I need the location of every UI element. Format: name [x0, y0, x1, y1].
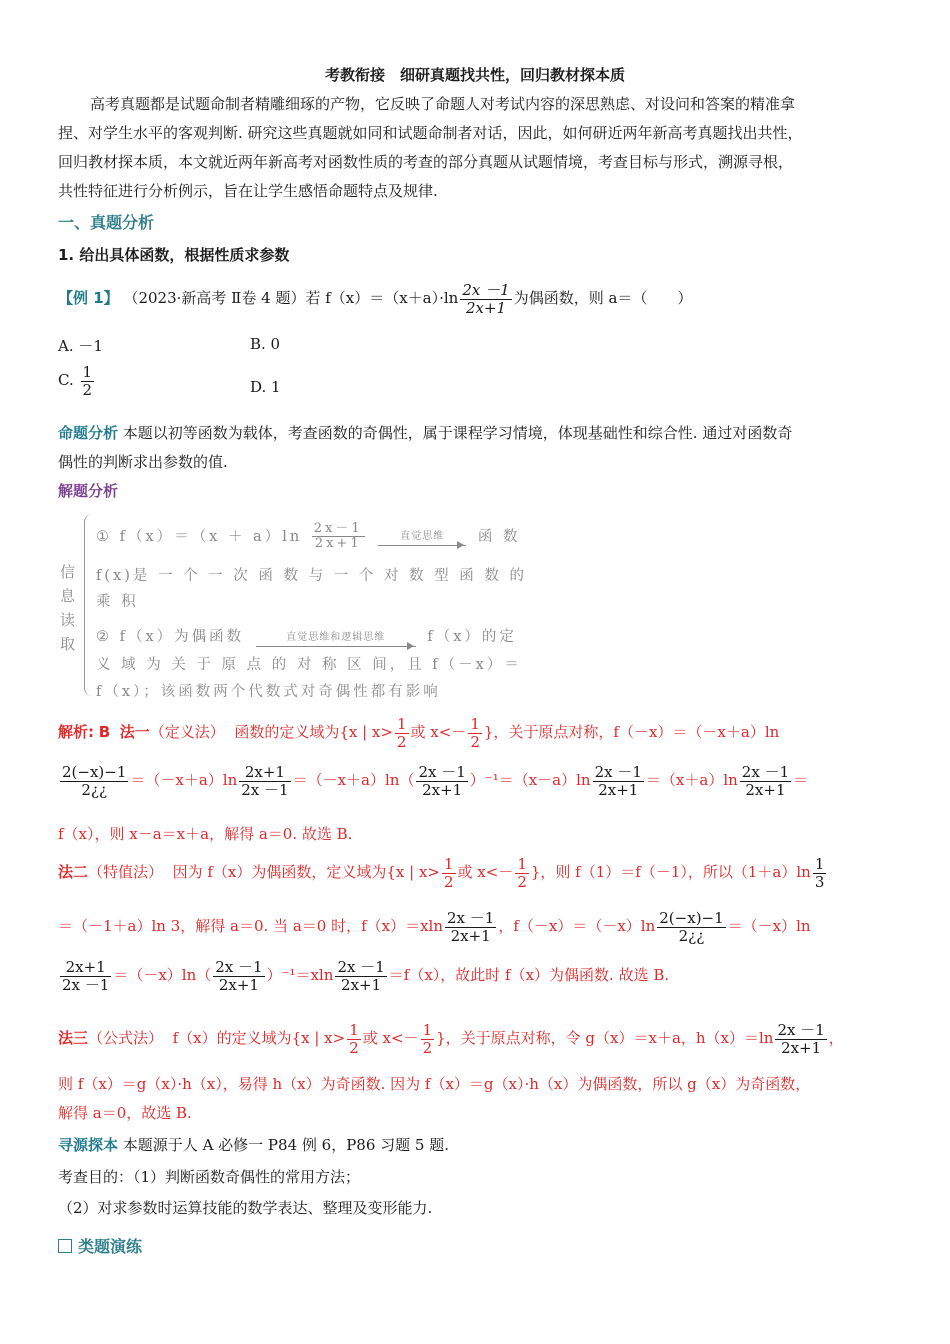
arrow-icon: 直觉思维和逻辑思维	[256, 628, 416, 647]
xunyuan-line: 寻源探本 本题源于人 A 必修一 P84 例 6，P86 习题 5 题.	[58, 1136, 449, 1154]
method3-line-3: 解得 a＝0，故选 B.	[58, 1104, 192, 1122]
example-stem	[58, 282, 692, 316]
method2-line-2: ＝（－1＋a）ln 3，解得 a＝0. 当 a＝0 时，f（x）＝xln $\frac{2x -1}{2x+1}$ ，f（－x）＝（－x）ln $\frac{2(-x)-1}{2¿¿}$ ＝（－x）ln	[58, 909, 811, 945]
box-line-6: f（x）；该函数两个代数式对奇偶性都有影响	[96, 684, 441, 700]
intro-line-4: 共性特征进行分析例示，旨在让学生感悟命题特点及规律.	[58, 182, 438, 200]
example-source: （2023·新高考 Ⅱ卷 4 题）若 f（x）＝（x＋a）·ln	[123, 289, 459, 307]
example-tag: 【例 1】	[58, 289, 119, 307]
method3-line-1: 法三（公式法） f（x）的定义域为{x | x> $\frac{1}{2}$ 或 x<－ $\frac{1}{2}$ }，关于原点对称，令 g（x）＝x＋a，h（x）＝ln $\frac{2x -1}{2x+1}$ ，	[58, 1021, 844, 1057]
box-line-1: ① f（x）＝（x ＋ a）ln $\frac{2x-1}{2x+1}$ 直觉思维 函 数	[96, 521, 521, 552]
info-reading-box	[58, 508, 527, 703]
mingti-label: 命题分析	[58, 424, 119, 442]
info-vertical-label: 信息读取	[60, 563, 79, 653]
mingti-line-2: 偶性的判断求出参数的值.	[58, 453, 228, 471]
checkbox-icon	[58, 1239, 72, 1253]
goal-line-1: 考查目的：（1）判断函数奇偶性的常用方法；	[58, 1168, 361, 1186]
method2-line-3: $\frac{2x+1}{2x -1}$ ＝（－x）ln（ $\frac{2x -1}{2x+1}$ ）⁻¹＝xln $\frac{2x -1}{2x+1}$ ＝f（x），故此时 f（x）为偶函数. 故选 B.	[62, 958, 670, 994]
method2-line-1: 法二（特值法） 因为 f（x）为偶函数，定义域为{x | x> $\frac{1}{2}$ 或 x<－ $\frac{1}{2}$ }，则 f（1）＝f（－1），所以（1＋a）ln $\frac{1}{3}$	[58, 855, 825, 891]
mingti-line-1: 命题分析 本题以初等函数为载体，考查函数的奇偶性，属于课程学习情境，体现基础性和综合性. 通过对函数奇	[58, 424, 793, 442]
goal-line-2: （2）对求参数时运算技能的数学表达、整理及变形能力.	[58, 1199, 433, 1217]
box-line-2: f(x)是 一 个 一 次 函 数 与 一 个 对 数 型 函 数 的	[96, 568, 527, 584]
method1-line-1: 解析: B 法一（定义法） 函数的定义域为{x | x> $\frac{1}{2}$ 或 x<－ $\frac{1}{2}$ }，关于原点对称，f（－x）＝（－x＋a）ln	[58, 715, 780, 751]
box-line-3: 乘 积	[96, 594, 139, 610]
page-title: 考教衔接 细研真题找共性，回归教材探本质	[324, 66, 625, 84]
method1-line-3: f（x），则 x－a＝x＋a，解得 a＝0. 故选 B.	[58, 825, 353, 843]
leiti-heading: 类题演练	[58, 1234, 142, 1257]
intro-line-1: 高考真题都是试题命制者精雕细琢的产物，它反映了命题人对考试内容的深思熟虑、对设问和答案的精准拿	[90, 95, 796, 113]
option-c: C. $\frac{1}{2}$	[58, 363, 93, 399]
intro-line-3: 回归教材探本质，本文就近两年新高考对函数性质的考查的部分真题从试题情境，考查目标与形式，溯源寻根，	[58, 153, 794, 171]
option-a: A. －1	[58, 337, 103, 355]
method3-line-2: 则 f（x）＝g（x）·h（x），易得 h（x）为奇函数. 因为 f（x）＝g（x）·h（x）为偶函数，所以 g（x）为奇函数，	[58, 1075, 811, 1093]
option-b: B. 0	[250, 335, 281, 353]
example-fraction: $\frac{2x -1}{2x+1}$	[462, 281, 510, 317]
box-line-4: ② f（x）为偶函数 直觉思维和逻辑思维 f（x）的定	[96, 629, 517, 645]
section-heading: 一、真题分析	[58, 213, 155, 232]
option-d: D. 1	[250, 378, 281, 396]
intro-line-2: 捏、对学生水平的客观判断. 研究这些真题就如同和试题命制者对话，因此，如何研近两年新高考真题找出共性，	[58, 124, 803, 142]
box-line-5: 义 域 为 关 于 原 点 的 对 称 区 间，且 f（－x）＝	[96, 657, 522, 673]
method1-line-2: $\frac{2(-x)-1}{2¿¿}$ ＝（－x＋a）ln $\frac{2x+1}{2x -1}$ ＝（－x＋a）ln（ $\frac{2x -1}{2x+1}$ ）⁻¹＝（x－a）ln $\frac{2x -1}{2x+1}$ ＝（x＋a）ln $\frac{2x -1}{2x+1}$ ＝	[62, 763, 809, 799]
xunyuan-label: 寻源探本	[58, 1136, 119, 1154]
arrow-icon: 直觉思维	[378, 527, 466, 546]
jieti-label: 解题分析	[58, 482, 119, 500]
example-tail: 为偶函数，则 a＝（ ）	[513, 289, 693, 307]
subsection-heading: 1. 给出具体函数，根据性质求参数	[58, 246, 290, 264]
